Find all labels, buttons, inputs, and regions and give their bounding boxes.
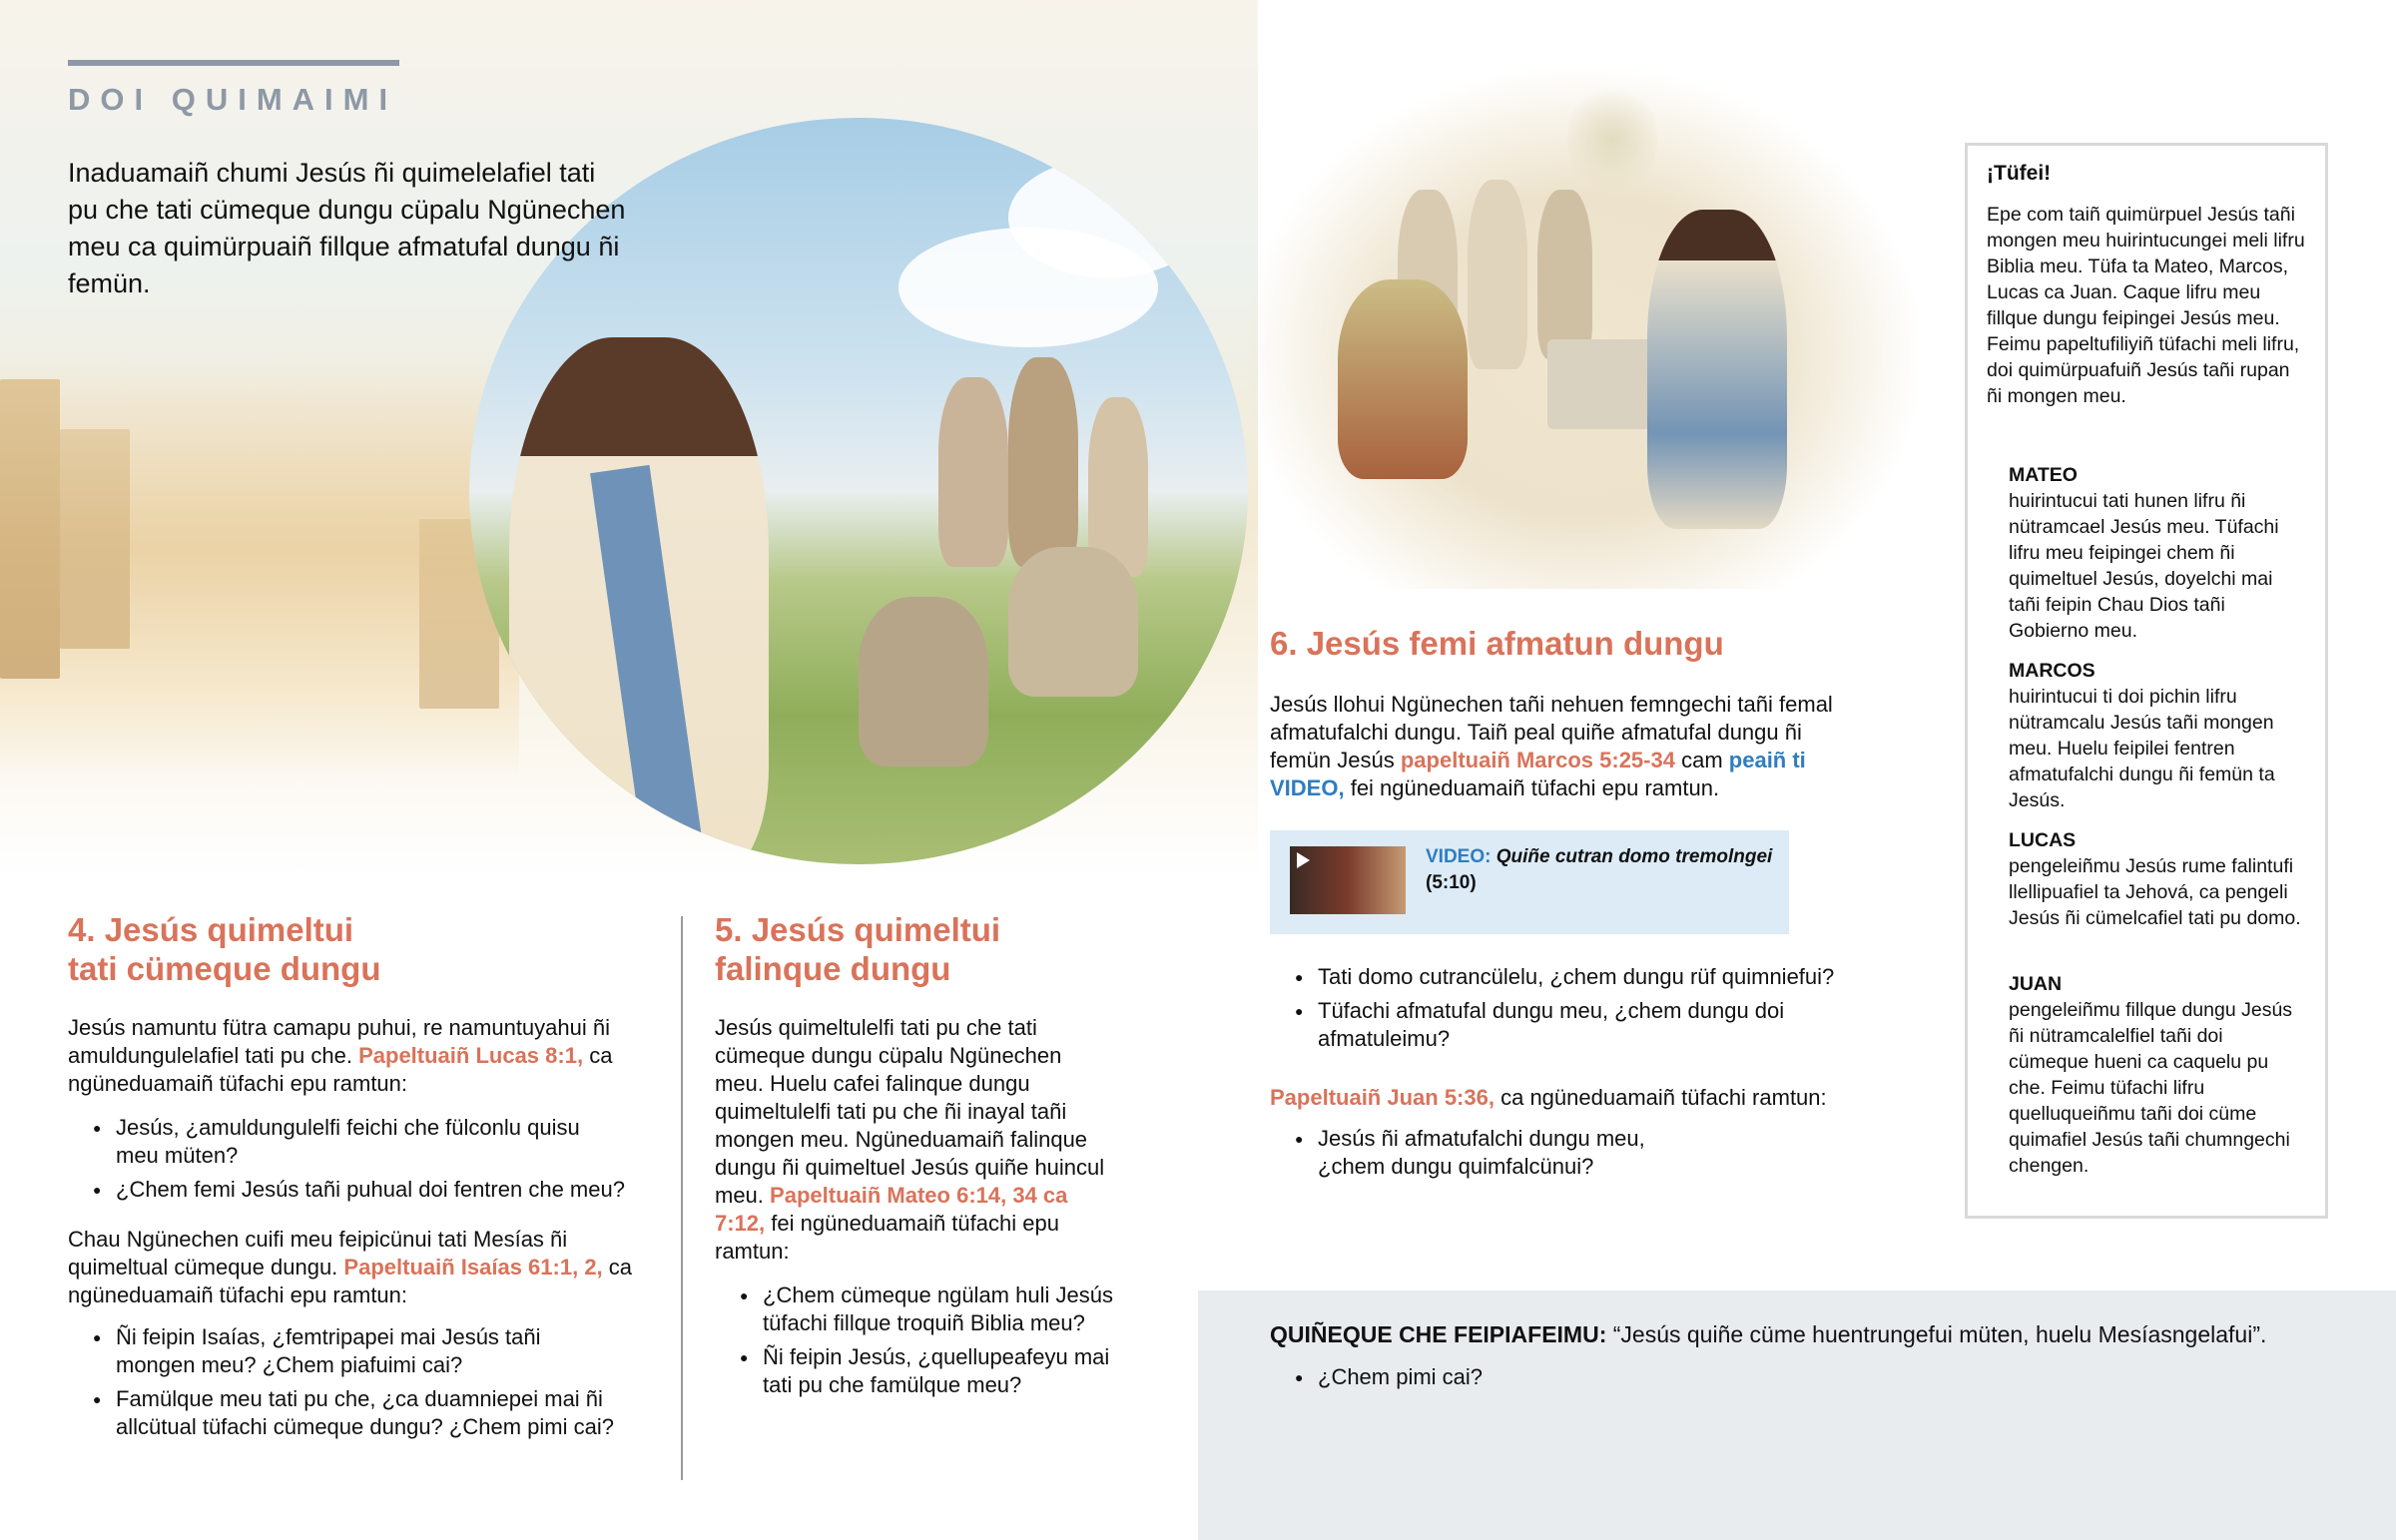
crowd-figure xyxy=(1008,357,1078,567)
book-name: MATEO xyxy=(2009,464,2078,486)
book-description: huirintucui ti doi pichin lifru nütramcalu Jesús tañi mongen meu. Huelu feipilei fentren afmatufalchi dungu ñi femün ta Jesús. xyxy=(2009,686,2275,811)
play-icon[interactable] xyxy=(1297,852,1310,868)
book-description: huirintucui tati hunen lifru ñi nütramcael Jesús meu. Tüfachi lifru meu feipingei chem ñi quimeltuel Jesús, doyelchi mai tañi feipin Chau Dios tañi Gobierno meu. xyxy=(2009,490,2279,642)
crowd-figure xyxy=(1537,190,1592,359)
section-5 xyxy=(715,910,1134,1405)
book-name: MARCOS xyxy=(2009,660,2096,682)
question-item: ● Ñi feipin Isaías, ¿femtripapei mai Jesús tañi mongen meu? ¿Chem piafuimi cai? xyxy=(68,1323,657,1379)
book-description: pengeleiñmu fillque dungu Jesús ñi nütramcalelfiel tañi doi cümeque hueni ca caquelu pu che. Feimu tüfachi lifru quelluqueiñmu tañi doi cüme quimafiel Jesús tañi chumngechi chengen. xyxy=(2009,999,2293,1177)
crowd-figure xyxy=(938,377,1008,567)
jesus-healing-illustration xyxy=(1248,70,1917,589)
intro-text: Inaduamaiñ chumi Jesús ñi quimelelafiel tati pu che tati cümeque dungu cüpalu Ngünechen meu ca quimürpuaiñ fillque afmatufal dungu ñi femün. xyxy=(68,158,626,298)
section-6-questions-1 xyxy=(1270,963,1909,1059)
sidebar-book-mateo xyxy=(2009,462,2308,644)
woman-figure xyxy=(1338,279,1468,479)
section-6-title: 6. Jesús femi afmatun dungu xyxy=(1270,625,1724,662)
crowd-figure xyxy=(859,597,988,767)
question-item: ● ¿Chem cümeque ngülam huli Jesús tüfachi fillque troquiñ Biblia meu? xyxy=(715,1282,1134,1337)
column-divider xyxy=(681,916,683,1480)
video-tag: VIDEO: xyxy=(1426,846,1492,867)
scripture-link[interactable]: papeltuaiñ Marcos 5:25-34 xyxy=(1400,748,1675,772)
question-item: ● Tati domo cutrancülelu, ¿chem dungu rüf quimniefui? xyxy=(1270,963,1909,991)
sidebar-book-lucas xyxy=(2009,827,2308,931)
scripture-link[interactable]: Papeltuaiñ Lucas 8:1, xyxy=(358,1043,584,1068)
sidebar-title: ¡Tüfei! xyxy=(1987,162,2052,185)
section-6-questions-2 xyxy=(1270,1125,1689,1187)
scripture-link[interactable]: Papeltuaiñ Juan 5:36, xyxy=(1270,1085,1495,1110)
book-description: pengeleiñmu Jesús rume falintufi llellipuafiel ta Jehová, ca pengeli Jesús ñi cümelcafiel tati pu domo. xyxy=(2009,855,2301,929)
palm-tree xyxy=(1567,80,1657,200)
video-caption[interactable] xyxy=(1426,844,1785,896)
section-5-questions xyxy=(715,1282,1134,1399)
cloud xyxy=(1008,158,1208,277)
question-item: ● Famülque meu tati pu che, ¿ca duamniepei mai ñi allcütual tüfachi cümeque dungu? ¿Chem pimi cai? xyxy=(68,1385,657,1441)
sidebar-intro: Epe com taiñ quimürpuel Jesús tañi mongen meu huirintucungei meli lifru Biblia meu. Tüfa ta Mateo, Marcos, Lucas ca Juan. Caque lifru meu fillque dungu feipingei Jesús meu. Feimu papeltufiliyiñ tüfachi meli lifru, doi quimürpuafuiñ Jesús tañi rupan ñi mongen meu. xyxy=(1987,204,2305,407)
building-left-1 xyxy=(0,379,60,679)
sidebar-book-marcos xyxy=(2009,658,2308,813)
question-item: ● Tüfachi afmatufal dungu meu, ¿chem dungu doi afmatuleimu? xyxy=(1270,997,1909,1053)
question-item: ● ¿Chem pimi cai? xyxy=(1270,1363,1869,1391)
bottom-questions xyxy=(1270,1363,1869,1397)
section-4-paragraph-1: Jesús namuntu fütra camapu puhui, re namuntuyahui ñi amuldungulelafiel tati pu che. Papeltuaiñ Lucas 8:1, ca ngüneduamaiñ tüfachi epu ramtun: xyxy=(68,1015,613,1096)
section-label: DOI QUIMAIMI xyxy=(68,82,398,117)
section-6-paragraph: Jesús llohui Ngünechen tañi nehuen femngechi tañi femal afmatufalchi dungu. Taiñ peal quiñe afmatufal dungu ñi femün Jesús papeltuaiñ Marcos 5:25-34 cam peaiñ ti VIDEO, fei ngüneduamaiñ tüfachi epu ramtun. xyxy=(1270,692,1833,800)
section-4-questions-1 xyxy=(68,1114,657,1204)
question-item: ● Jesús ñi afmatufalchi dungu meu, ¿chem dungu quimfalcünui? xyxy=(1270,1125,1689,1181)
book-name: JUAN xyxy=(2009,973,2063,995)
building-left-2 xyxy=(60,429,130,649)
question-item: ● ¿Chem femi Jesús tañi puhual doi fentren che meu? xyxy=(68,1176,657,1204)
section-4-paragraph-2: Chau Ngünechen cuifi meu feipicünui tati Mesías ñi quimeltual cümeque dungu. Papeltuaiñ Isaías 61:1, 2, ca ngüneduamaiñ tüfachi epu ramtun: xyxy=(68,1227,633,1307)
crowd-figure xyxy=(1008,547,1138,697)
objection-line xyxy=(1270,1319,2368,1349)
jesus-figure xyxy=(1647,210,1787,529)
scripture-link[interactable]: Papeltuaiñ Isaías 61:1, 2, xyxy=(343,1255,603,1280)
scripture-link[interactable]: Papeltuaiñ Mateo 6:14, 34 ca 7:12, xyxy=(715,1183,1068,1236)
section-6-paragraph-2: Papeltuaiñ Juan 5:36, ca ngüneduamaiñ tüfachi ramtun: xyxy=(1270,1085,1827,1110)
section-5-paragraph: Jesús quimeltulelfi tati pu che tati cümeque dungu cüpalu Ngünechen meu. Huelu cafei falinque dungu quimeltulelfi tati pu che ñi inayal tañi mongen meu. Ngüneduamaiñ falinque dungu ñi quimeltuel Jesús quiñe huincul meu. Papeltuaiñ Mateo 6:14, 34 ca 7:12, fei ngüneduamaiñ tüfachi epu ramtun: xyxy=(715,1015,1105,1264)
sidebar-book-juan xyxy=(2009,971,2308,1179)
section-4-title: 4. Jesús quimeltui tati cümeque dungu xyxy=(68,911,381,987)
question-item: ● Ñi feipin Jesús, ¿quellupeafeyu mai tati pu che famülque meu? xyxy=(715,1343,1134,1399)
section-4 xyxy=(68,910,657,1447)
book-name: LUCAS xyxy=(2009,829,2077,851)
objection-quote: “Jesús quiñe cüme huentrungefui müten, huelu Mesíasngelafui”. xyxy=(1612,1321,2267,1347)
objection-lead: QUIÑEQUE CHE FEIPIAFEIMU: xyxy=(1270,1321,1607,1347)
section-4-questions-2 xyxy=(68,1323,657,1441)
video-link[interactable]: peaiñ ti VIDEO, xyxy=(1270,748,1806,800)
crowd-figure xyxy=(1468,180,1527,369)
header-rule xyxy=(68,60,399,66)
section-5-title: 5. Jesús quimeltui falinque dungu xyxy=(715,911,1001,987)
video-duration: (5:10) xyxy=(1426,872,1477,893)
video-title: Quiñe cutran domo tremolngei xyxy=(1496,846,1773,867)
question-item: ● Jesús, ¿amuldungulelfi feichi che fülconlu quisu meu müten? xyxy=(68,1114,657,1170)
